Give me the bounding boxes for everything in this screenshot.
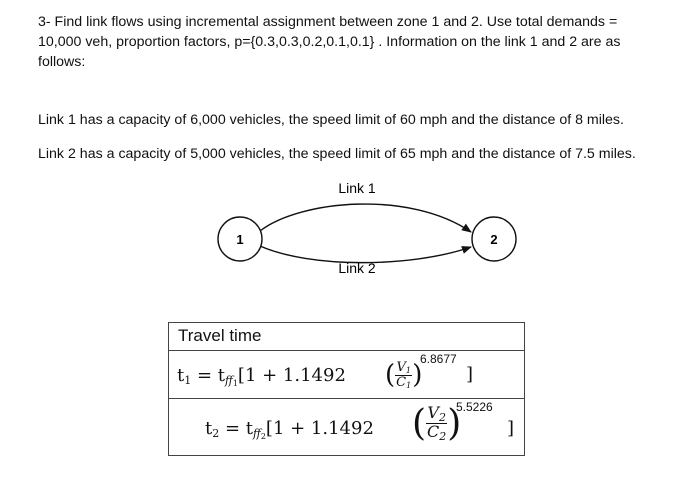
- equation-1-exponent: 6.8677: [420, 352, 457, 366]
- equation-2-exponent: 5.5226: [456, 400, 493, 414]
- problem-line-3: follows:: [38, 54, 86, 70]
- link-1-arrow: [260, 204, 471, 232]
- node-1-label: 1: [236, 232, 244, 247]
- equation-row-1: [169, 350, 524, 399]
- equation-2-ratio: ( $\frac{V_2}{C_2}$ ): [412, 403, 462, 444]
- table-header-row: [169, 323, 524, 351]
- equation-2-lhs: $t_2 = t_{ff2}[1 + 1.1492$: [205, 418, 374, 441]
- equation-2-close-bracket: ]: [507, 418, 515, 439]
- equation-1-ratio: ( $\frac{V1}{C1}$ ): [385, 359, 423, 390]
- node-2-label: 2: [490, 232, 498, 247]
- equation-row-2: [169, 398, 524, 455]
- link-1-label: Link 1: [338, 180, 376, 196]
- link-2-description: Link 2 has a capacity of 5,000 vehicles, the speed limit of 65 mph and the distance of 7.5 miles.: [38, 146, 636, 162]
- link-1-description: Link 1 has a capacity of 6,000 vehicles, the speed limit of 60 mph and the distance of 8 miles.: [38, 112, 624, 128]
- equation-1-lhs: $t_1 = t_{ff1}[1 + 1.1492$: [177, 365, 346, 388]
- travel-time-table: [168, 322, 525, 456]
- table-header: Travel time: [178, 326, 262, 345]
- problem-line-1: 3- Find link flows using incremental assignment between zone 1 and 2. Use total demands =: [38, 14, 618, 30]
- problem-line-2: 10,000 veh, proportion factors, p={0.3,0.3,0.2,0.1,0.1} . Information on the link 1 and 2 are as: [38, 34, 621, 50]
- link-2-label: Link 2: [338, 260, 376, 276]
- equation-1-close-bracket: ]: [466, 364, 474, 385]
